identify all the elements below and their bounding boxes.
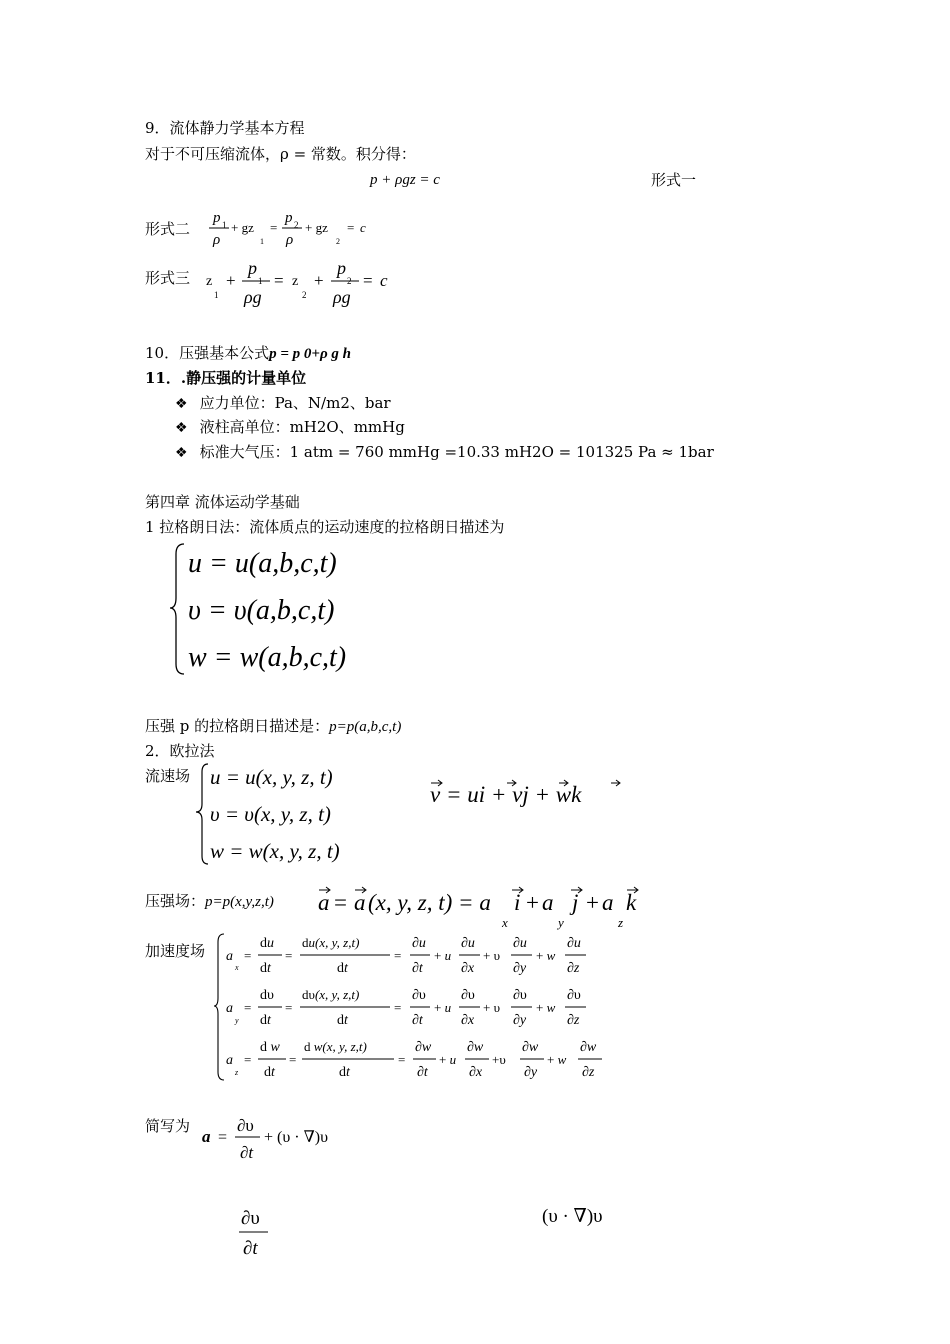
euler-eq-v: υ = υ(x, y, z, t) xyxy=(210,802,331,826)
svg-text:∂υ: ∂υ xyxy=(567,988,581,1003)
svg-text:a: a xyxy=(226,949,233,964)
svg-text:p: p xyxy=(285,210,293,226)
svg-text:=: = xyxy=(274,271,284,290)
bullet-icon: ❖ xyxy=(175,420,188,436)
svg-text:dυ(x, y, z,t): dυ(x, y, z,t) xyxy=(302,987,360,1002)
svg-text:a: a xyxy=(202,1127,211,1146)
shorthand-equation xyxy=(200,1110,380,1166)
velocity-vector-text: v = ui + vj + wk xyxy=(430,782,582,807)
svg-text:du(x, y, z,t): du(x, y, z,t) xyxy=(302,935,360,950)
section-10-heading xyxy=(145,344,351,363)
svg-text:=: = xyxy=(285,1000,293,1015)
section-9-intro: 对于不可压缩流体，ρ = 常数。积分得： xyxy=(145,145,416,163)
euler-heading: 2．欧拉法 xyxy=(145,742,215,760)
svg-text:=: = xyxy=(289,1052,297,1067)
pressure-field xyxy=(145,892,274,911)
lagrange-eq-u: u = u(a,b,c,t) xyxy=(188,548,337,579)
svg-text:j: j xyxy=(572,890,579,915)
svg-text:z: z xyxy=(618,915,624,930)
svg-text:+ gz: + gz xyxy=(231,220,254,235)
svg-text:∂x: ∂x xyxy=(469,1065,483,1080)
svg-text:+ w: + w xyxy=(547,1052,567,1067)
acceleration-system xyxy=(214,930,624,1086)
svg-text:d w(x, y, z,t): d w(x, y, z,t) xyxy=(304,1039,367,1054)
svg-text:=: = xyxy=(394,948,402,963)
svg-text:+ υ: + υ xyxy=(483,1000,501,1015)
svg-text:∂y: ∂y xyxy=(513,1013,527,1028)
left-brace-icon xyxy=(214,934,224,1080)
svg-text:+υ: +υ xyxy=(492,1052,506,1067)
svg-text:2: 2 xyxy=(347,276,352,286)
local-acceleration-term xyxy=(236,1198,276,1262)
svg-text:=: = xyxy=(334,890,347,915)
svg-text:p: p xyxy=(213,210,221,226)
svg-text:(x, y, z, t) = a: (x, y, z, t) = a xyxy=(368,890,491,915)
svg-text:1: 1 xyxy=(222,220,227,230)
svg-text:c: c xyxy=(360,220,366,235)
svg-text:1: 1 xyxy=(214,290,219,300)
svg-text:dt: dt xyxy=(264,1065,275,1080)
svg-text:∂u: ∂u xyxy=(412,936,426,951)
svg-text:2: 2 xyxy=(294,220,299,230)
lagrange-eq-v: υ = υ(a,b,c,t) xyxy=(188,595,335,626)
svg-text:+: + xyxy=(586,890,599,915)
svg-text:∂z: ∂z xyxy=(582,1065,595,1080)
svg-text:p: p xyxy=(248,258,257,278)
svg-text:+: + xyxy=(314,271,324,290)
svg-text:c: c xyxy=(380,271,388,290)
accel-row-x xyxy=(226,935,586,976)
list-item: ❖ 标准大气压：1 atm = 760 mmHg =10.33 mH2O = 101325 Pa ≈ 1bar xyxy=(175,443,714,461)
svg-text:∂w: ∂w xyxy=(522,1040,539,1055)
pressure-lagrange-formula: p=p(a,b,c,t) xyxy=(329,719,402,735)
lagrange-intro: 1 拉格朗日法：流体质点的运动速度的拉格朗日描述为 xyxy=(145,518,505,536)
svg-text:dt: dt xyxy=(337,1013,348,1028)
svg-text:p: p xyxy=(337,258,346,278)
bullet-icon: ❖ xyxy=(175,445,188,461)
svg-text:+: + xyxy=(526,890,539,915)
svg-text:i: i xyxy=(514,890,521,915)
svg-text:∂t: ∂t xyxy=(417,1065,428,1080)
form1-equation: p + ρgz = c xyxy=(370,172,440,188)
svg-text:ρ: ρ xyxy=(213,232,221,248)
euler-eq-u: u = u(x, y, z, t) xyxy=(210,765,333,789)
svg-text:+ gz: + gz xyxy=(305,220,328,235)
section-10-prefix: 10．压强基本公式 xyxy=(145,344,270,362)
svg-text:x: x xyxy=(235,963,239,972)
pressure-lagrange-prefix: 压强 p 的拉格朗日描述是： xyxy=(145,717,330,735)
svg-text:du: du xyxy=(260,936,274,951)
chapter-4-title: 第四章 流体运动学基础 xyxy=(145,493,300,511)
velocity-vector xyxy=(428,776,628,812)
svg-text:∂w: ∂w xyxy=(580,1040,597,1055)
pressure-field-label: 压强场： xyxy=(145,892,206,910)
svg-text:dt: dt xyxy=(339,1065,350,1080)
svg-text:+ u: + u xyxy=(434,1000,452,1015)
svg-text:ρg: ρg xyxy=(333,287,351,307)
shorthand-label: 简写为 xyxy=(145,1117,191,1135)
svg-text:=: = xyxy=(244,948,252,963)
svg-text:+ w: + w xyxy=(536,1000,556,1015)
svg-text:a: a xyxy=(226,1001,233,1016)
svg-text:∂t: ∂t xyxy=(243,1238,258,1259)
svg-text:a: a xyxy=(542,890,554,915)
svg-text:dt: dt xyxy=(260,1013,271,1028)
svg-text:=: = xyxy=(244,1000,252,1015)
form2-label: 形式二 xyxy=(145,220,191,238)
svg-text:a: a xyxy=(226,1053,233,1068)
svg-text:=: = xyxy=(270,220,278,235)
svg-text:1: 1 xyxy=(260,237,264,246)
svg-text:∂υ: ∂υ xyxy=(412,988,426,1003)
svg-text:a: a xyxy=(602,890,614,915)
svg-text:ρ: ρ xyxy=(286,232,294,248)
svg-text:∂u: ∂u xyxy=(513,936,527,951)
pressure-lagrange xyxy=(145,717,401,736)
svg-text:2: 2 xyxy=(336,237,340,246)
svg-text:=: = xyxy=(398,1052,406,1067)
svg-text:∂x: ∂x xyxy=(461,961,475,976)
svg-text:∂z: ∂z xyxy=(567,961,580,976)
svg-text:∂υ: ∂υ xyxy=(241,1208,260,1229)
svg-text:=: = xyxy=(394,1000,402,1015)
velocity-field-label: 流速场 xyxy=(145,767,191,785)
svg-text:+ υ: + υ xyxy=(483,948,501,963)
svg-text:∂w: ∂w xyxy=(467,1040,484,1055)
euler-eq-w: w = w(x, y, z, t) xyxy=(210,839,340,863)
svg-text:a: a xyxy=(318,890,330,915)
accel-row-y xyxy=(226,987,586,1028)
section-9-heading: 9．流体静力学基本方程 xyxy=(145,119,305,137)
svg-text:k: k xyxy=(626,890,637,915)
form1-label: 形式一 xyxy=(651,171,697,189)
section-10-formula: p = p 0+ρ g h xyxy=(269,346,352,362)
svg-text:∂y: ∂y xyxy=(513,961,527,976)
svg-text:∂x: ∂x xyxy=(461,1013,475,1028)
svg-text:dt: dt xyxy=(260,961,271,976)
svg-text:dυ: dυ xyxy=(260,988,274,1003)
form2-equation xyxy=(205,204,385,250)
form3-label: 形式三 xyxy=(145,269,191,287)
svg-text:=: = xyxy=(347,220,355,235)
svg-text:z: z xyxy=(235,1068,239,1077)
svg-text:∂w: ∂w xyxy=(415,1040,432,1055)
svg-text:d w: d w xyxy=(260,1040,280,1055)
svg-text:x: x xyxy=(502,915,508,930)
svg-text:+ (υ · ∇)υ: + (υ · ∇)υ xyxy=(264,1129,329,1146)
svg-text:y: y xyxy=(558,915,564,930)
svg-text:+ w: + w xyxy=(536,948,556,963)
accel-row-z xyxy=(226,1039,602,1080)
svg-text:∂z: ∂z xyxy=(567,1013,580,1028)
svg-text:∂υ: ∂υ xyxy=(461,988,475,1003)
svg-text:∂υ: ∂υ xyxy=(237,1116,254,1135)
pressure-field-formula: p=p(x,y,z,t) xyxy=(205,894,274,910)
svg-text:+ u: + u xyxy=(434,948,452,963)
svg-text:(υ · ∇)υ: (υ · ∇)υ xyxy=(542,1206,603,1227)
left-brace-icon xyxy=(196,764,208,864)
bullet-icon: ❖ xyxy=(175,396,188,412)
accel-field-label: 加速度场 xyxy=(145,942,206,960)
svg-text:∂t: ∂t xyxy=(240,1143,254,1162)
svg-text:=: = xyxy=(218,1129,228,1146)
svg-text:a: a xyxy=(354,890,366,915)
svg-text:∂u: ∂u xyxy=(567,936,581,951)
svg-text:=: = xyxy=(244,1052,252,1067)
acceleration-vector xyxy=(316,880,656,930)
svg-text:∂υ: ∂υ xyxy=(513,988,527,1003)
svg-text:ρg: ρg xyxy=(244,287,262,307)
form3-equation xyxy=(200,256,400,312)
euler-system xyxy=(196,760,376,870)
svg-text:∂t: ∂t xyxy=(412,1013,423,1028)
svg-text:z: z xyxy=(292,274,299,289)
svg-text:+: + xyxy=(226,271,236,290)
lagrange-system xyxy=(170,540,400,680)
svg-text:=: = xyxy=(285,948,293,963)
lagrange-eq-w: w = w(a,b,c,t) xyxy=(188,642,347,673)
left-brace-icon xyxy=(170,544,184,674)
list-item: ❖ 应力单位：Pa、N/m2、bar xyxy=(175,394,391,412)
svg-text:dt: dt xyxy=(337,961,348,976)
svg-text:1: 1 xyxy=(258,276,263,286)
svg-text:∂t: ∂t xyxy=(412,961,423,976)
svg-text:z: z xyxy=(206,274,213,289)
convective-acceleration-term xyxy=(540,1200,630,1232)
svg-text:2: 2 xyxy=(302,290,307,300)
svg-text:=: = xyxy=(363,271,373,290)
section-11-heading: 11．.静压强的计量单位 xyxy=(145,369,307,387)
list-item: ❖ 液柱高单位：mH2O、mmHg xyxy=(175,418,405,436)
svg-text:+ u: + u xyxy=(439,1052,457,1067)
svg-text:∂y: ∂y xyxy=(524,1065,538,1080)
svg-text:∂u: ∂u xyxy=(461,936,475,951)
svg-text:y: y xyxy=(235,1016,239,1025)
